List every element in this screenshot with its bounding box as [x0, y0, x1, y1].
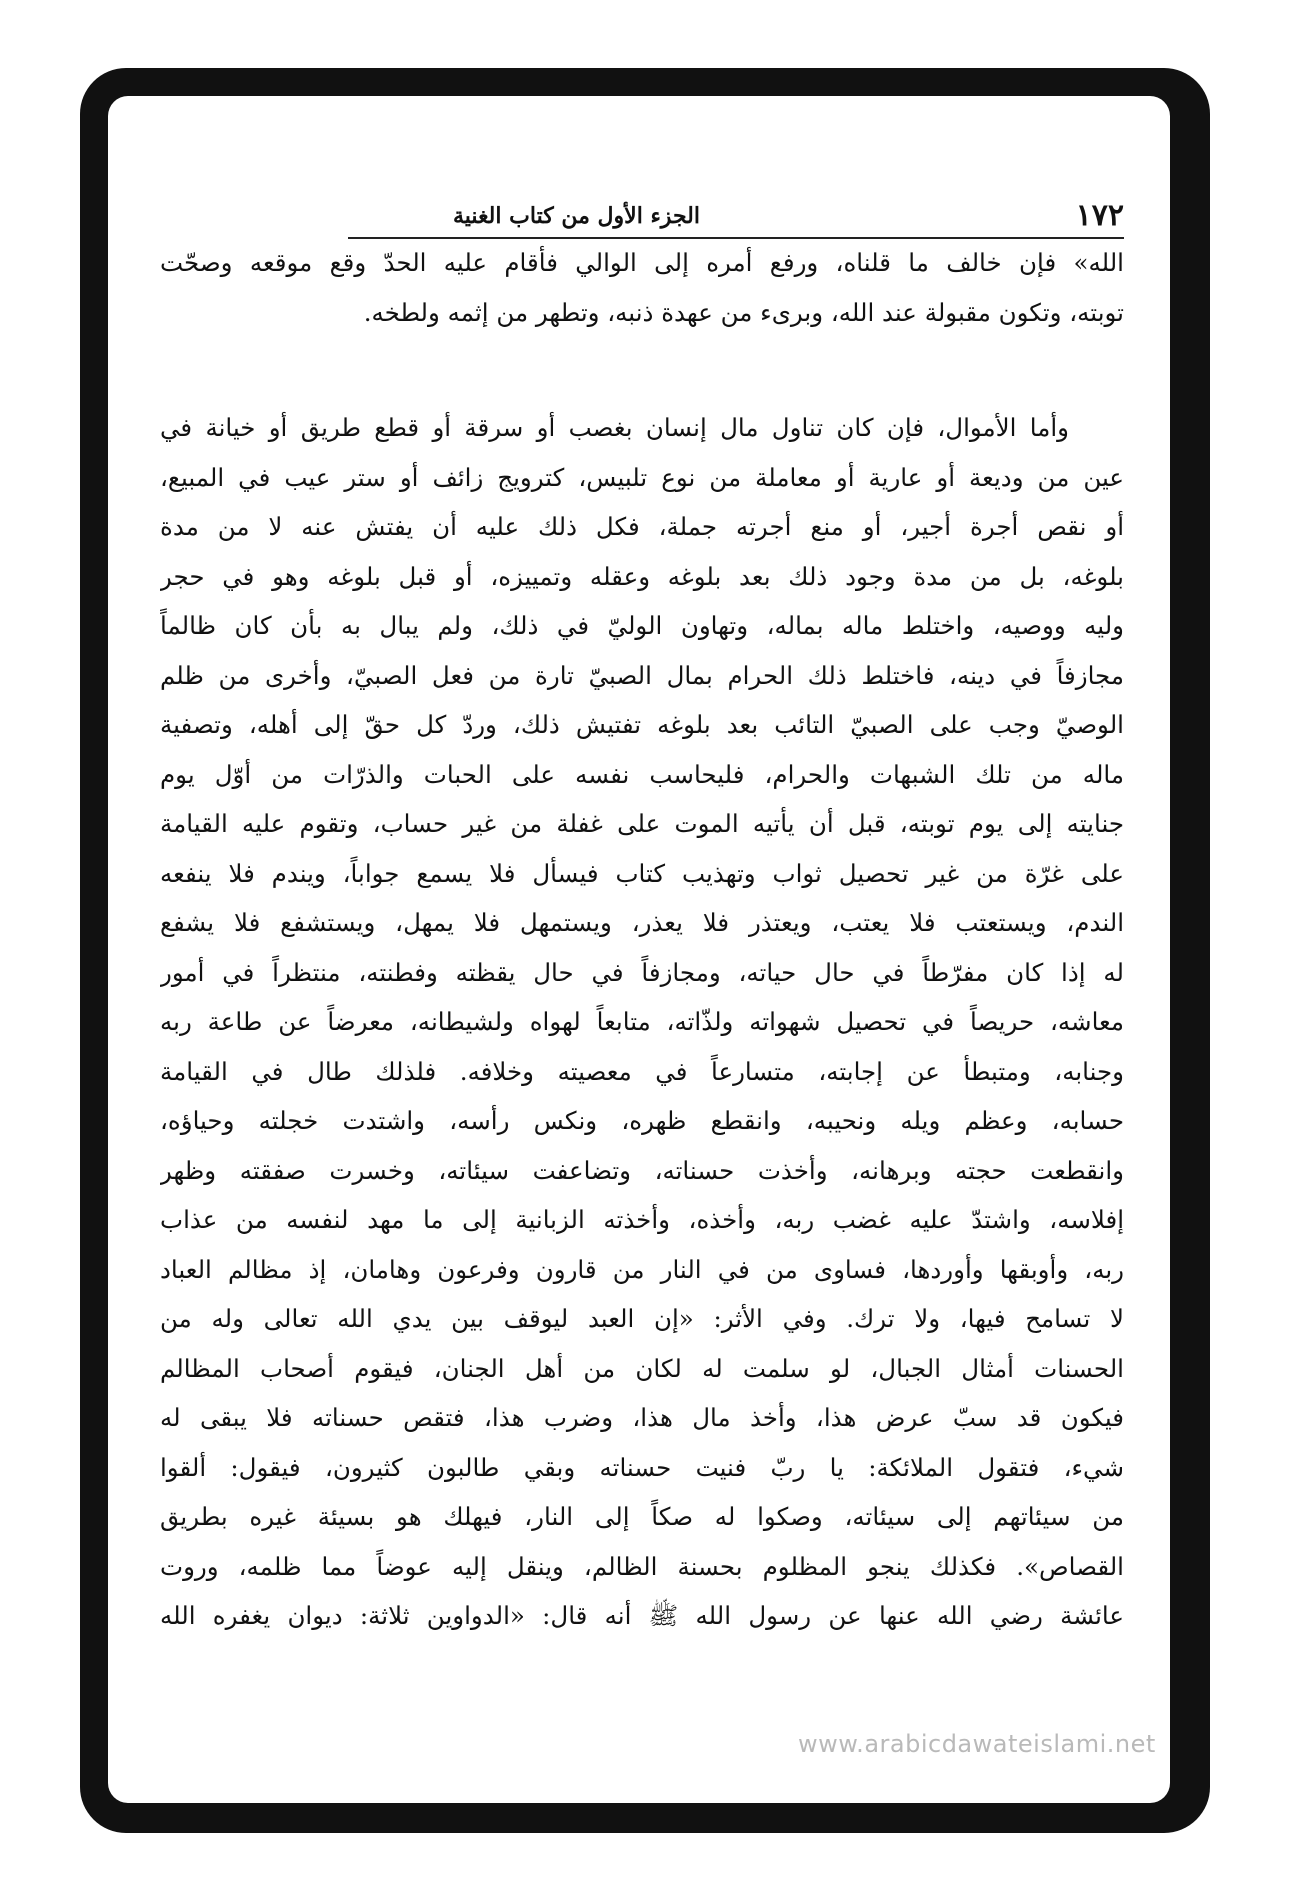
text-line: وانقطعت حجته وبرهانه، وأخذت حسناته، وتضاعفت سيئاته، وخسرت صفقته وظهر — [160, 1155, 1124, 1185]
text-line: توبته، وتكون مقبولة عند الله، وبرىء من عهدة ذنبه، وتطهر من إثمه ولطخه. — [363, 297, 1124, 327]
text-line: الحسنات أمثال الجبال، لو سلمت له لكان من أهل الجنان، فيقوم أصحاب المظالم — [160, 1353, 1124, 1383]
page-number: ١٧٢ — [1075, 198, 1124, 233]
text-line: وجنابه، ومتبطأ عن إجابته، متسارعاً في معصيته وخلافه. فلذلك طال في القيامة — [160, 1056, 1124, 1086]
text-line: شيء، فتقول الملائكة: يا ربّ فنيت حسناته وبقي طالبون كثيرون، فيقول: ألقوا — [160, 1452, 1124, 1482]
watermark: www.arabicdawateislami.net — [798, 1730, 1156, 1758]
body-text — [160, 238, 1124, 1641]
text-line: فيكون قد سبّ عرض هذا، وأخذ مال هذا، وضرب هذا، فتقص حسناته فلا يبقى له — [160, 1403, 1124, 1432]
text-line: على غرّة من غير تحصيل ثواب وتهذيب كتاب فيسأل فلا يسمع جواباً، ويندم فلا ينفعه — [160, 858, 1124, 888]
text-line: القصاص». فكذلك ينجو المظلوم بحسنة الظالم، وينقل إليه عوضاً مما ظلمه، وروت — [160, 1551, 1124, 1581]
text-line: الله» فإن خالف ما قلناه، ورفع أمره إلى الوالي فأقام عليه الحدّ وقع موقعه وصحّت — [160, 248, 1124, 277]
text-line: وليه ووصيه، واختلط ماله بماله، وتهاون الوليّ في ذلك، ولم يبال به بأن كان ظالماً — [160, 611, 1124, 640]
text-line: بلوغه، بل من مدة وجود ذلك بعد بلوغه وعقله وتمييزه، أو قبل بلوغه وهو في حجر — [160, 561, 1124, 591]
text-line: عين من وديعة أو عارية أو معاملة من نوع تلبيس، كترويج زائف أو ستر عيب في المبيع، — [160, 462, 1124, 492]
text-line: لا تسامح فيها، ولا ترك. وفي الأثر: «إن العبد ليوقف بين يدي الله تعالى وله من — [160, 1304, 1124, 1333]
text-line: أو نقص أجرة أجير، أو منع أجرته جملة، فكل ذلك عليه أن يفتش عنه لا من مدة — [160, 512, 1124, 541]
text-line: الوصيّ وجب على الصبيّ التائب بعد بلوغه تفتيش ذلك، وردّ كل حقّ إلى أهله، وتصفية — [160, 710, 1124, 739]
paragraph-gap — [160, 337, 1124, 403]
text-line: له إذا كان مفرّطاً في حال حياته، ومجازفاً في حال يقظته وفطنته، منتظراً في أمور — [160, 957, 1124, 987]
text-line: حسابه، وعظم ويله ونحيبه، وانقطع ظهره، ونكس رأسه، واشتدت خجلته وحياؤه، — [160, 1106, 1124, 1135]
text-line: عائشة رضي الله عنها عن رسول الله ﷺ أنه قال: «الدواوين ثلاثة: ديوان يغفره الله — [160, 1601, 1124, 1630]
text-line: جنايته إلى يوم توبته، قبل أن يأتيه الموت على غفلة من غير حساب، وتقوم عليه القيامة — [160, 809, 1124, 838]
page-header — [348, 195, 1124, 239]
text-line: مجازفاً في دينه، فاختلط ذلك الحرام بمال الصبيّ تارة من فعل الصبيّ، وأخرى من ظلم — [160, 660, 1124, 690]
text-line: إفلاسه، واشتدّ عليه غضب ربه، وأخذه، وأخذته الزبانية إلى ما مهد لنفسه من عذاب — [160, 1205, 1124, 1234]
text-line: وأما الأموال، فإن كان تناول مال إنسان بغصب أو سرقة أو قطع طريق أو خيانة في — [160, 413, 1069, 442]
text-line: ربه، وأوبقها وأوردها، فساوى من في النار من قارون وفرعون وهامان، إذ مظالم العباد — [160, 1254, 1124, 1284]
text-line: الندم، ويستعتب فلا يعتب، ويعتذر فلا يعذر، ويستمهل فلا يمهل، ويستشفع فلا يشفع — [160, 908, 1124, 937]
text-line: ماله من تلك الشبهات والحرام، فليحاسب نفسه على الحبات والذرّات من أوّل يوم — [160, 759, 1124, 789]
text-line: معاشه، حريصاً في تحصيل شهواته ولذّاته، متابعاً لهواه ولشيطانه، معرضاً عن طاعة ربه — [160, 1007, 1124, 1036]
running-title: الجزء الأول من كتاب الغنية — [453, 203, 700, 229]
text-line: من سيئاتهم إلى سيئاته، وصكوا له صكاً إلى النار، فيهلك هو بسيئة غيره بطريق — [160, 1502, 1124, 1531]
